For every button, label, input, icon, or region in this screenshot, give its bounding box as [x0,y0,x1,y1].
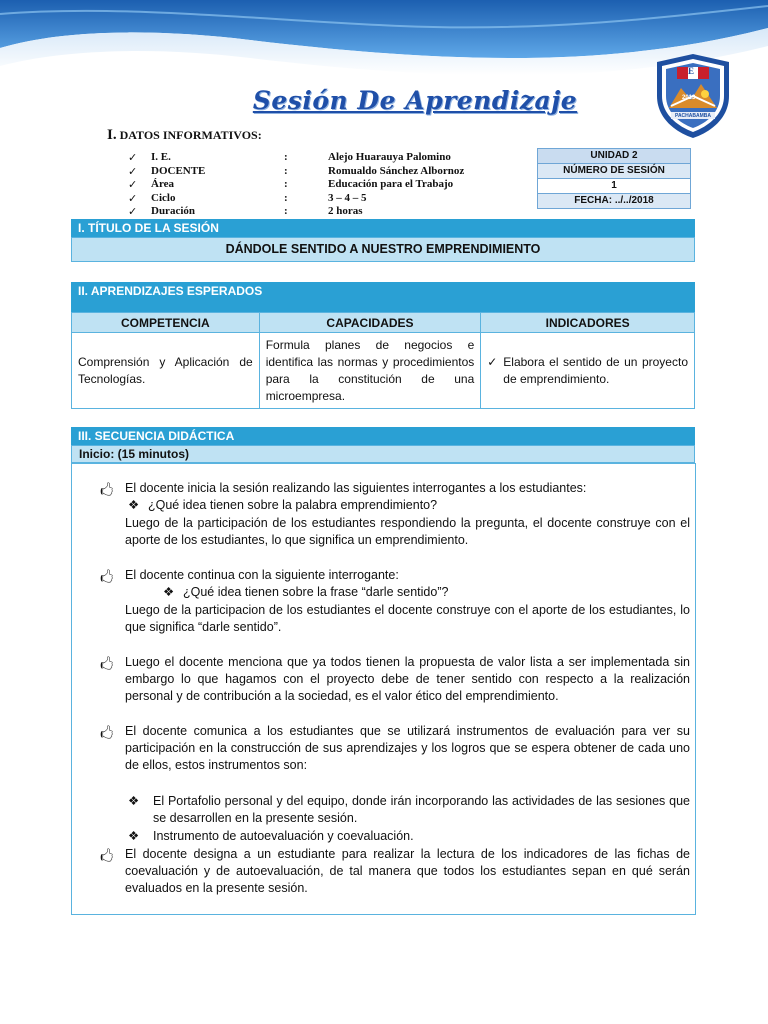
instrument-item [128,793,690,827]
hand-bullet-icon: 🖒 [100,482,114,498]
datos-colon: : [284,151,288,163]
check-icon: ✓ [128,192,138,205]
datos-heading-numeral: I. [107,127,117,143]
instrument-text: Instrumento de autoevaluación y coevaluación. [153,829,414,843]
competencia-cell: Comprensión y Aplicación de Tecnologías. [72,333,260,409]
column-header: COMPETENCIA [72,313,260,333]
check-icon: ✓ [128,152,138,164]
datos-heading-text: DATOS INFORMATIVOS: [119,128,262,142]
hand-bullet-icon: 🖒 [100,848,114,864]
logo-text: PACHABAMBA [674,113,711,119]
table-header-row [72,313,695,333]
unidad-box [537,148,691,209]
datos-value: Romualdo Sánchez Albornoz [328,164,465,177]
paragraph: El docente continua con la siguiente interrogante: [125,568,399,582]
school-logo [655,52,731,140]
column-header: CAPACIDADES [259,313,481,333]
question-item [128,497,437,514]
page-title: Sesión De Aprendizaje [252,86,578,115]
diamond-bullet-icon: ❖ [128,498,140,512]
question-item [163,584,448,601]
session-title: DÁNDOLE SENTIDO A NUESTRO EMPRENDIMIENTO [71,237,695,262]
hand-bullet-icon: 🖒 [100,656,114,672]
datos-label: Ciclo [151,191,176,204]
numero-sesion-value: 1 [538,179,690,194]
diamond-bullet-icon: ❖ [128,829,140,843]
check-icon: ✓ [128,206,138,218]
aprendizajes-table [71,312,695,409]
column-header: INDICADORES [481,313,695,333]
fecha-label: FECHA: ../../2018 [538,194,690,208]
numero-sesion-label: NÚMERO DE SESIÓN [538,164,690,179]
check-icon: ✓ [487,354,498,369]
datos-label: I. E. [151,151,171,163]
datos-colon: : [284,205,288,217]
question-text: ¿Qué idea tienen sobre la palabra emprendimiento? [148,498,438,512]
paragraph: El docente comunica a los estudiantes que se utilizará instrumentos de evaluación para ver su participación en la construcción de sus aprendizajes y los logros que se espera obtener de cada uno de ellos, estos instrumentos son: [125,724,690,772]
datos-value: 3 – 4 – 5 [328,191,367,204]
paragraph: Luego el docente menciona que ya todos tienen la propuesta de valor lista a ser implementada sin embargo lo que hagamos con el proyecto debe de tener sentido con respecto a la realización personal y de contribución a la sociedad, es el valor ético del emprendimiento. [125,655,690,703]
diamond-bullet-icon: ❖ [163,585,175,599]
datos-label: Área [151,178,175,190]
paragraph: Luego de la participación de los estudiantes respondiendo la pregunta, el docente construye con el aporte de los estudiantes, lo que significa un emprendimiento. [125,516,690,547]
datos-value: 2 horas [328,205,363,217]
hand-bullet-icon: 🖒 [100,569,114,585]
capacidades-cell: Formula planes de negocios e identifica las normas y procedimientos para la constitución de una microempresa. [259,333,481,409]
hand-bullet-icon: 🖒 [100,725,114,741]
question-text: ¿Qué idea tienen sobre la frase “darle sentido”? [183,585,449,599]
datos-label: Duración [151,205,195,217]
instrument-text: El Portafolio personal y del equipo, donde irán incorporando las actividades de las sesiones que se desarrollen en la presente sesión. [153,794,690,825]
indicadores-cell [481,333,695,409]
unidad-label: UNIDAD 2 [538,149,690,164]
datos-value: Alejo Huarauya Palomino [328,151,451,163]
datos-heading [107,127,262,144]
instrument-item [128,828,414,845]
paragraph: Luego de la participacion de los estudiantes el docente construye con el aporte de los estudiantes, lo que significa “darle sentido”. [125,603,690,634]
datos-value: Educación para el Trabajo [328,178,454,190]
aprendizajes-heading: II. APRENDIZAJES ESPERADOS [71,282,695,312]
paragraph: El docente inicia la sesión realizando las siguientes interrogantes a los estudiantes: [125,481,587,495]
paragraph: El docente designa a un estudiante para realizar la lectura de los indicadores de las fichas de coevaluación y de autoevaluación, de tal manera que todos los estudiantes sepan en qué serán evaluados en la presente sesión. [125,847,690,895]
logo-letter: E [688,66,695,76]
indicador-text: Elabora el sentido de un proyecto de emprendimiento. [503,354,688,386]
check-icon: ✓ [128,165,138,178]
datos-colon: : [284,191,288,204]
titulo-heading: I. TÍTULO DE LA SESIÓN [71,219,695,237]
datos-colon: : [284,178,288,190]
logo-year: 2013 [682,95,696,101]
inicio-label: Inicio: (15 minutos) [71,445,695,463]
datos-label: DOCENTE [151,164,206,177]
diamond-bullet-icon: ❖ [128,794,140,808]
check-icon: ✓ [128,179,138,191]
datos-colon: : [284,164,288,177]
secuencia-heading: III. SECUENCIA DIDÁCTICA [71,427,695,445]
table-row [72,333,695,409]
header-wave-band [0,0,768,95]
